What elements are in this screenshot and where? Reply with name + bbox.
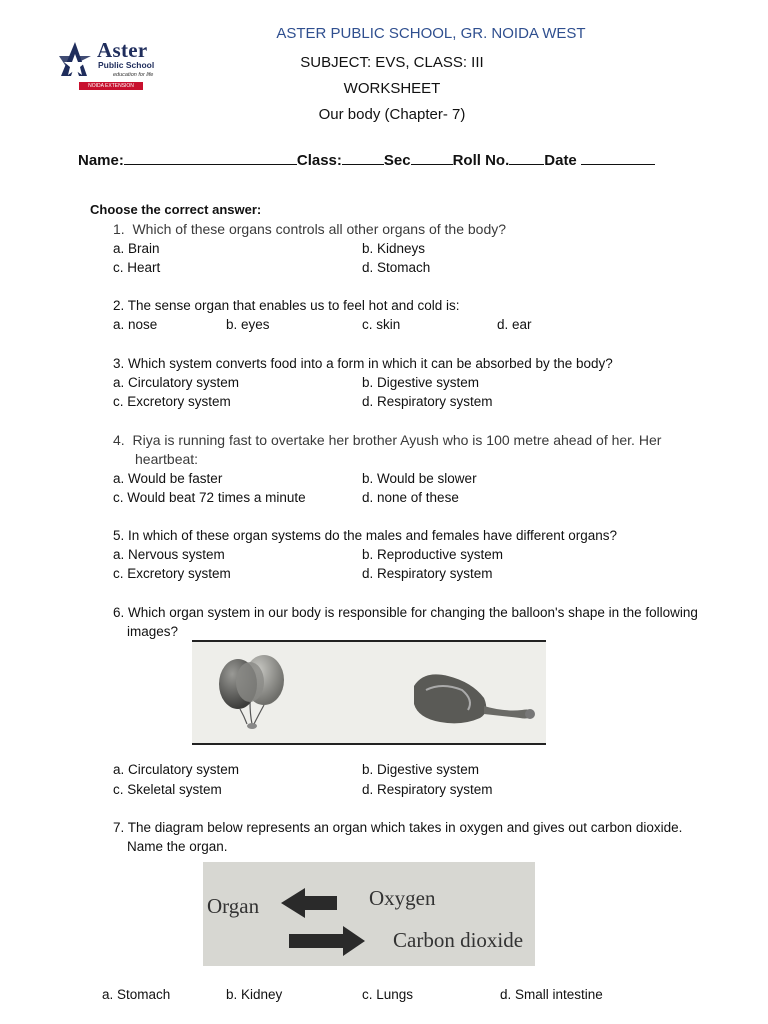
name-field[interactable] — [124, 151, 297, 165]
q3-option-d[interactable]: d. Respiratory system — [362, 394, 493, 409]
roll-label: Roll No. — [452, 152, 510, 169]
q4-option-b[interactable]: b. Would be slower — [362, 471, 477, 486]
balloon-image — [192, 640, 546, 745]
q5-option-d[interactable]: d. Respiratory system — [362, 566, 493, 581]
q1-option-a[interactable]: a. Brain — [113, 241, 160, 256]
date-field[interactable] — [581, 151, 655, 165]
worksheet-title: WORKSHEET — [343, 80, 441, 97]
instructions: Choose the correct answer: — [90, 202, 262, 217]
sec-field[interactable] — [411, 151, 453, 165]
q1-option-b[interactable]: b. Kidneys — [362, 241, 426, 256]
diagram-label-oxygen: Oxygen — [369, 886, 436, 910]
chapter-title: Our body (Chapter- 7) — [318, 106, 466, 123]
q7-option-b[interactable]: b. Kidney — [226, 987, 283, 1002]
q6-option-b[interactable]: b. Digestive system — [362, 762, 480, 777]
question-1 — [113, 221, 506, 237]
q2-option-a[interactable]: a. nose — [113, 317, 158, 332]
question-5: 5. In which of these organ systems do the males and females have different organs? — [113, 528, 618, 543]
deflated-balloon — [414, 674, 535, 723]
logo-title: Aster — [97, 38, 148, 62]
balloon-illustration — [192, 642, 546, 743]
subject-line: SUBJECT: EVS, CLASS: III — [300, 54, 484, 71]
organ-diagram — [203, 862, 535, 966]
q5-option-a[interactable]: a. Nervous system — [113, 547, 225, 562]
q3-option-c[interactable]: c. Excretory system — [113, 394, 231, 409]
class-field[interactable] — [342, 151, 384, 165]
logo-band: NOIDA EXTENSION — [79, 82, 143, 90]
inflated-balloons — [219, 655, 284, 729]
date-label: Date — [544, 152, 577, 169]
q6-option-d[interactable]: d. Respiratory system — [362, 782, 493, 797]
q2-option-c[interactable]: c. skin — [362, 317, 401, 332]
q4-option-d[interactable]: d. none of these — [362, 490, 459, 505]
q2-option-b[interactable]: b. eyes — [226, 317, 270, 332]
question-2: 2. The sense organ that enables us to feel hot and cold is: — [113, 298, 460, 313]
q7-option-a[interactable]: a. Stomach — [102, 987, 171, 1002]
question-3: 3. Which system converts food into a form in which it can be absorbed by the body? — [113, 356, 613, 371]
name-label: Name: — [78, 152, 124, 169]
question-6: 6. Which organ system in our body is responsible for changing the balloon's shape in the following — [113, 605, 698, 620]
q5-option-c[interactable]: c. Excretory system — [113, 566, 231, 581]
logo-tagline: education for life — [113, 72, 154, 78]
q3-option-b[interactable]: b. Digestive system — [362, 375, 480, 390]
class-label: Class: — [296, 152, 342, 169]
arrow-right-icon — [289, 926, 365, 956]
q6-option-c[interactable]: c. Skeletal system — [113, 782, 222, 797]
question-6-cont: images? — [127, 624, 179, 639]
question-4 — [113, 432, 661, 448]
q2-option-d[interactable]: d. ear — [497, 317, 532, 332]
q7-option-d[interactable]: d. Small intestine — [500, 987, 603, 1002]
q1-option-d[interactable]: d. Stomach — [362, 260, 431, 275]
arrow-left-icon — [281, 888, 337, 918]
diagram-label-organ: Organ — [207, 894, 260, 918]
q6-option-a[interactable]: a. Circulatory system — [113, 762, 240, 777]
q3-option-a[interactable]: a. Circulatory system — [113, 375, 240, 390]
question-1-number: 1. — [113, 221, 125, 237]
logo-subtitle: Public School — [98, 60, 155, 70]
q4-option-c[interactable]: c. Would beat 72 times a minute — [113, 490, 306, 505]
question-4-text-cont: heartbeat: — [135, 451, 199, 467]
sec-label: Sec — [383, 152, 411, 169]
question-7: 7. The diagram below represents an organ which takes in oxygen and gives out carbon dioxide. — [113, 820, 683, 835]
q5-option-b[interactable]: b. Reproductive system — [362, 547, 504, 562]
q4-option-a[interactable]: a. Would be faster — [113, 471, 223, 486]
question-7-cont: Name the organ. — [127, 839, 228, 854]
question-4-text: Riya is running fast to overtake her brother Ayush who is 100 metre ahead of her. Her — [132, 432, 662, 448]
school-name: ASTER PUBLIC SCHOOL, GR. NOIDA WEST — [276, 25, 586, 42]
roll-field[interactable] — [509, 151, 544, 165]
q1-option-c[interactable]: c. Heart — [113, 260, 161, 275]
student-info-line — [78, 151, 655, 169]
diagram-label-carbon-dioxide: Carbon dioxide — [393, 928, 524, 952]
question-4-number: 4. — [113, 432, 125, 448]
q7-option-c[interactable]: c. Lungs — [362, 987, 414, 1002]
question-1-text: Which of these organs controls all other organs of the body? — [132, 221, 507, 237]
